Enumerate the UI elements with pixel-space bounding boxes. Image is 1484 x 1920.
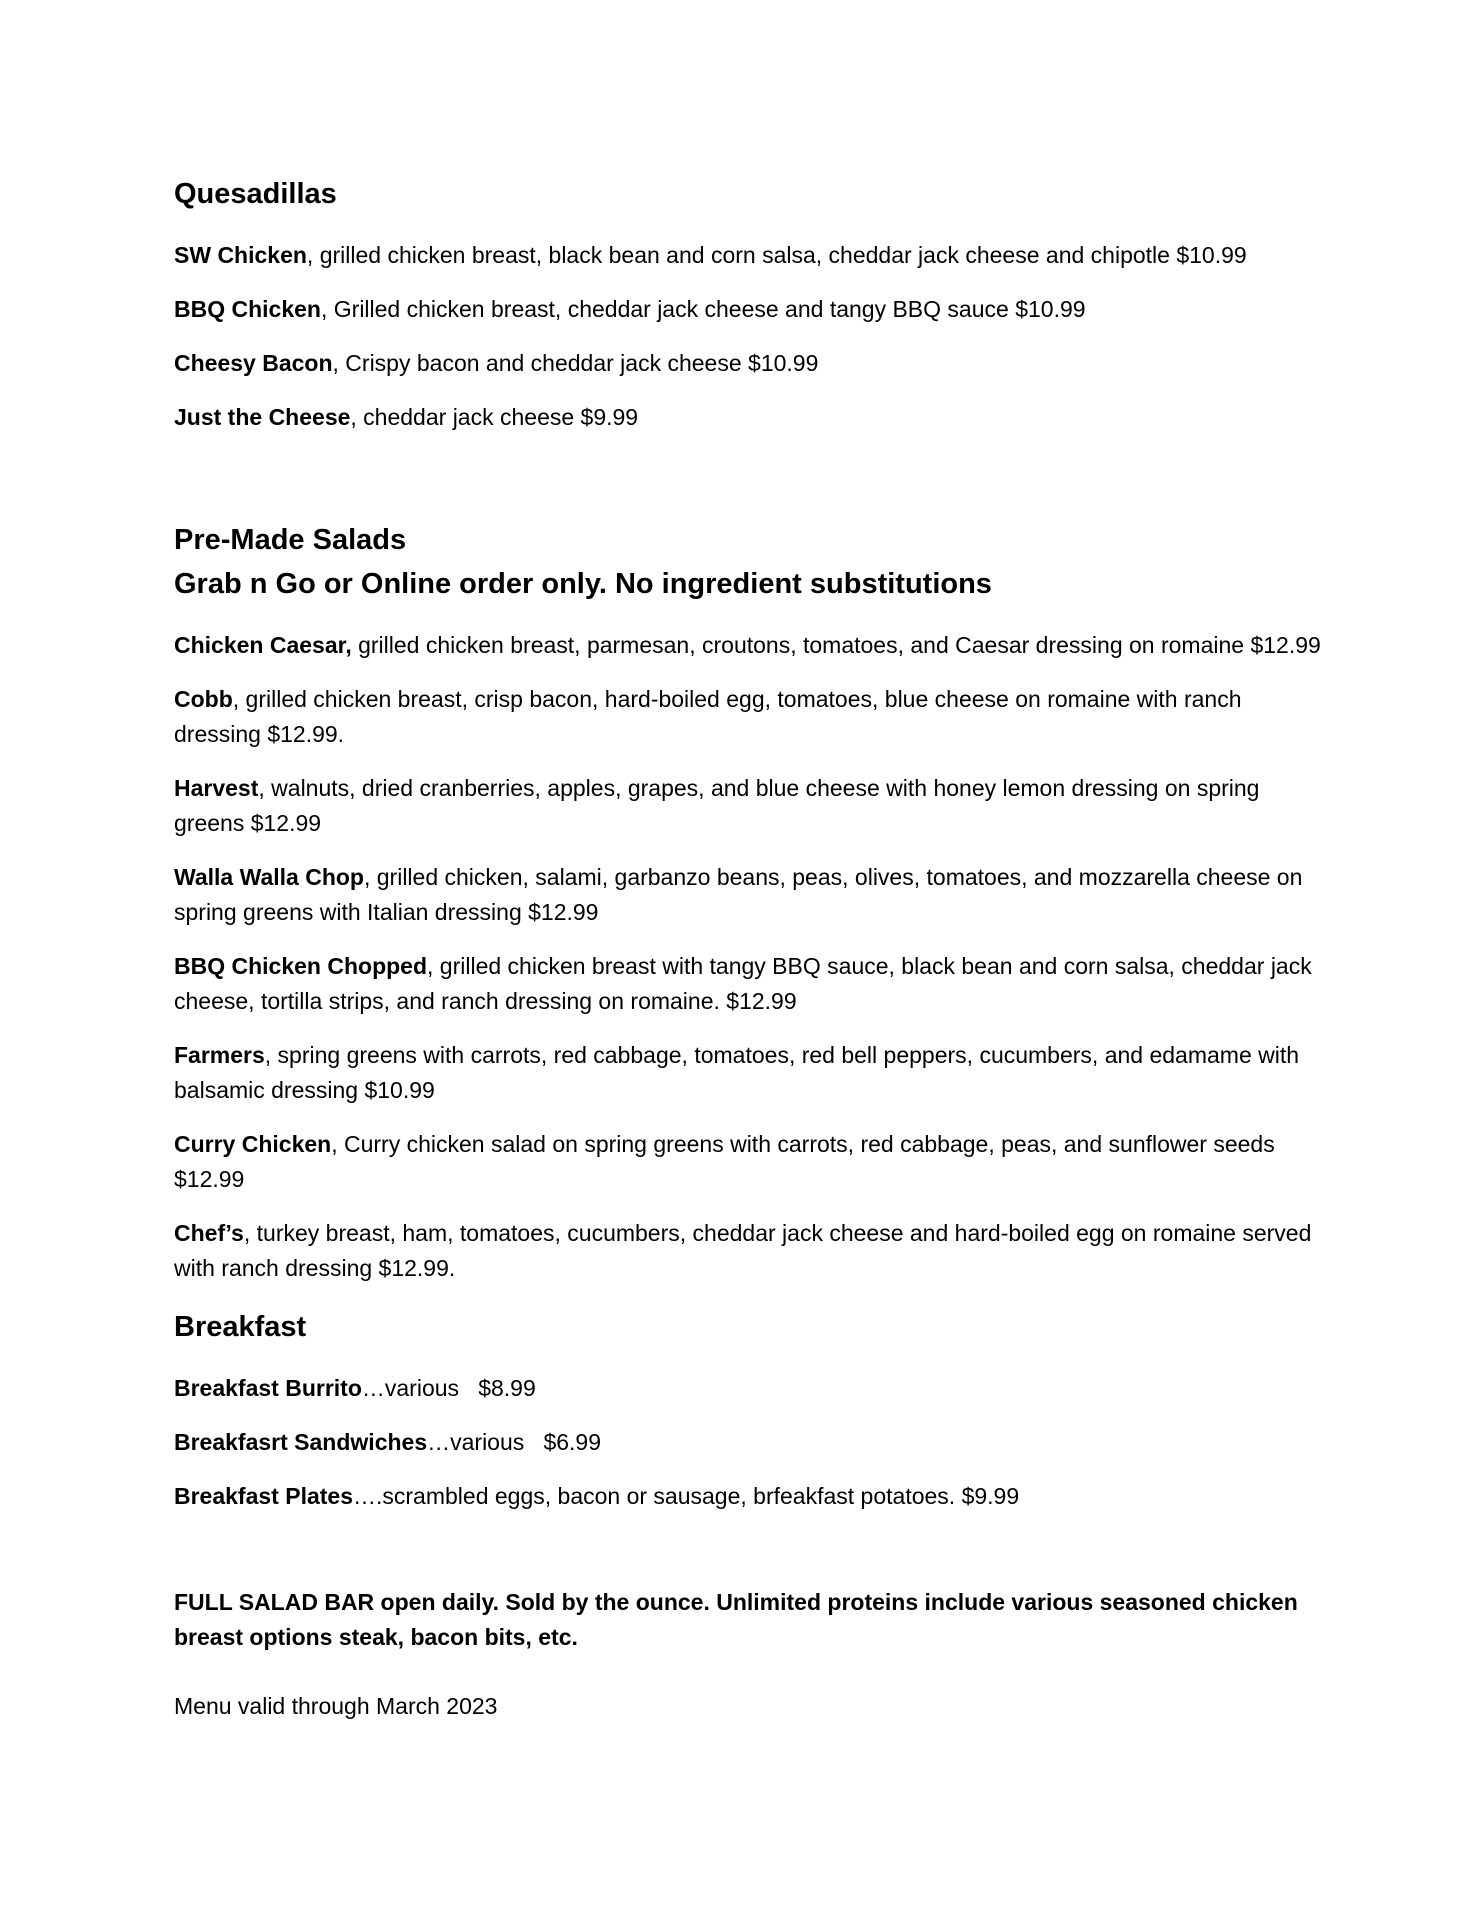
- item-name: Curry Chicken: [174, 1131, 332, 1157]
- item-description: , grilled chicken breast with tangy BBQ sauce, black bean and corn salsa, cheddar jack cheese, tortilla strips, and ranch dressing on romaine. $12.99: [174, 953, 1312, 1014]
- item-name: Chicken Caesar,: [174, 632, 352, 658]
- item-name: Just the Cheese: [174, 404, 351, 430]
- menu-item: [174, 1479, 1324, 1514]
- item-name: Chef’s: [174, 1220, 244, 1246]
- item-description: , cheddar jack cheese $9.99: [350, 404, 639, 430]
- spacer: [174, 1533, 1324, 1585]
- item-description: , Crispy bacon and cheddar jack cheese $10.99: [332, 350, 819, 376]
- item-name: SW Chicken: [174, 242, 307, 268]
- breakfast-section: [174, 1305, 1324, 1514]
- item-name: Harvest: [174, 775, 259, 801]
- menu-item: [174, 1127, 1324, 1197]
- menu-item: [174, 400, 1324, 435]
- menu-item: [174, 346, 1324, 381]
- item-description: , Curry chicken salad on spring greens with carrots, red cabbage, peas, and sunflower seeds $12.99: [174, 1131, 1275, 1192]
- breakfast-heading: Breakfast: [174, 1311, 307, 1343]
- menu-page: [174, 172, 1324, 1724]
- item-description: , Grilled chicken breast, cheddar jack cheese and tangy BBQ sauce $10.99: [320, 296, 1086, 322]
- item-name: Breakfast Plates: [174, 1483, 353, 1509]
- salad-bar-note: FULL SALAD BAR open daily. Sold by the ounce. Unlimited proteins include various seasoned chicken breast options steak, bacon bits, etc.: [174, 1589, 1298, 1650]
- menu-item: [174, 949, 1324, 1019]
- item-name: Breakfast Burrito: [174, 1375, 362, 1401]
- item-description: …various $8.99: [361, 1375, 536, 1401]
- quesadillas-heading: Quesadillas: [174, 178, 337, 210]
- item-description: , walnuts, dried cranberries, apples, grapes, and blue cheese with honey lemon dressing on spring greens $12.99: [174, 775, 1260, 836]
- menu-item: [174, 860, 1324, 930]
- item-name: Cheesy Bacon: [174, 350, 333, 376]
- item-description: ….scrambled eggs, bacon or sausage, brfeakfast potatoes. $9.99: [353, 1483, 1020, 1509]
- item-name: BBQ Chicken Chopped: [174, 953, 428, 979]
- menu-item: [174, 238, 1324, 273]
- item-name: BBQ Chicken: [174, 296, 321, 322]
- menu-item: [174, 682, 1324, 752]
- salads-section: [174, 518, 1324, 1286]
- menu-item: [174, 1216, 1324, 1286]
- menu-item: [174, 771, 1324, 841]
- item-name: Cobb: [174, 686, 233, 712]
- spacer: [174, 454, 1324, 518]
- item-name: Breakfasrt Sandwiches: [174, 1429, 428, 1455]
- item-description: grilled chicken breast, parmesan, croutons, tomatoes, and Caesar dressing on romaine $12.99: [351, 632, 1321, 658]
- item-description: , grilled chicken, salami, garbanzo beans, peas, olives, tomatoes, and mozzarella cheese on spring greens with Italian dressing $12.99: [174, 864, 1303, 925]
- menu-item: [174, 292, 1324, 327]
- menu-item: [174, 628, 1324, 663]
- menu-validity-note: Menu valid through March 2023: [174, 1693, 498, 1719]
- menu-item: [174, 1371, 1324, 1406]
- item-description: , spring greens with carrots, red cabbage, tomatoes, red bell peppers, cucumbers, and edamame with balsamic dressing $10.99: [174, 1042, 1300, 1103]
- item-description: , grilled chicken breast, crisp bacon, hard-boiled egg, tomatoes, blue cheese on romaine with ranch dressing $12.99.: [174, 686, 1242, 747]
- quesadillas-section: [174, 172, 1324, 435]
- item-name: Farmers: [174, 1042, 265, 1068]
- item-name: Walla Walla Chop: [174, 864, 364, 890]
- menu-item: [174, 1425, 1324, 1460]
- salads-subheading: Grab n Go or Online order only. No ingredient substitutions: [174, 568, 992, 600]
- salads-heading: Pre-Made Salads: [174, 524, 407, 556]
- item-description: …various $6.99: [427, 1429, 601, 1455]
- item-description: , turkey breast, ham, tomatoes, cucumbers, cheddar jack cheese and hard-boiled egg on romaine served with ranch dressing $12.99.: [174, 1220, 1312, 1281]
- menu-item: [174, 1038, 1324, 1108]
- item-description: , grilled chicken breast, black bean and corn salsa, cheddar jack cheese and chipotle $10.99: [306, 242, 1247, 268]
